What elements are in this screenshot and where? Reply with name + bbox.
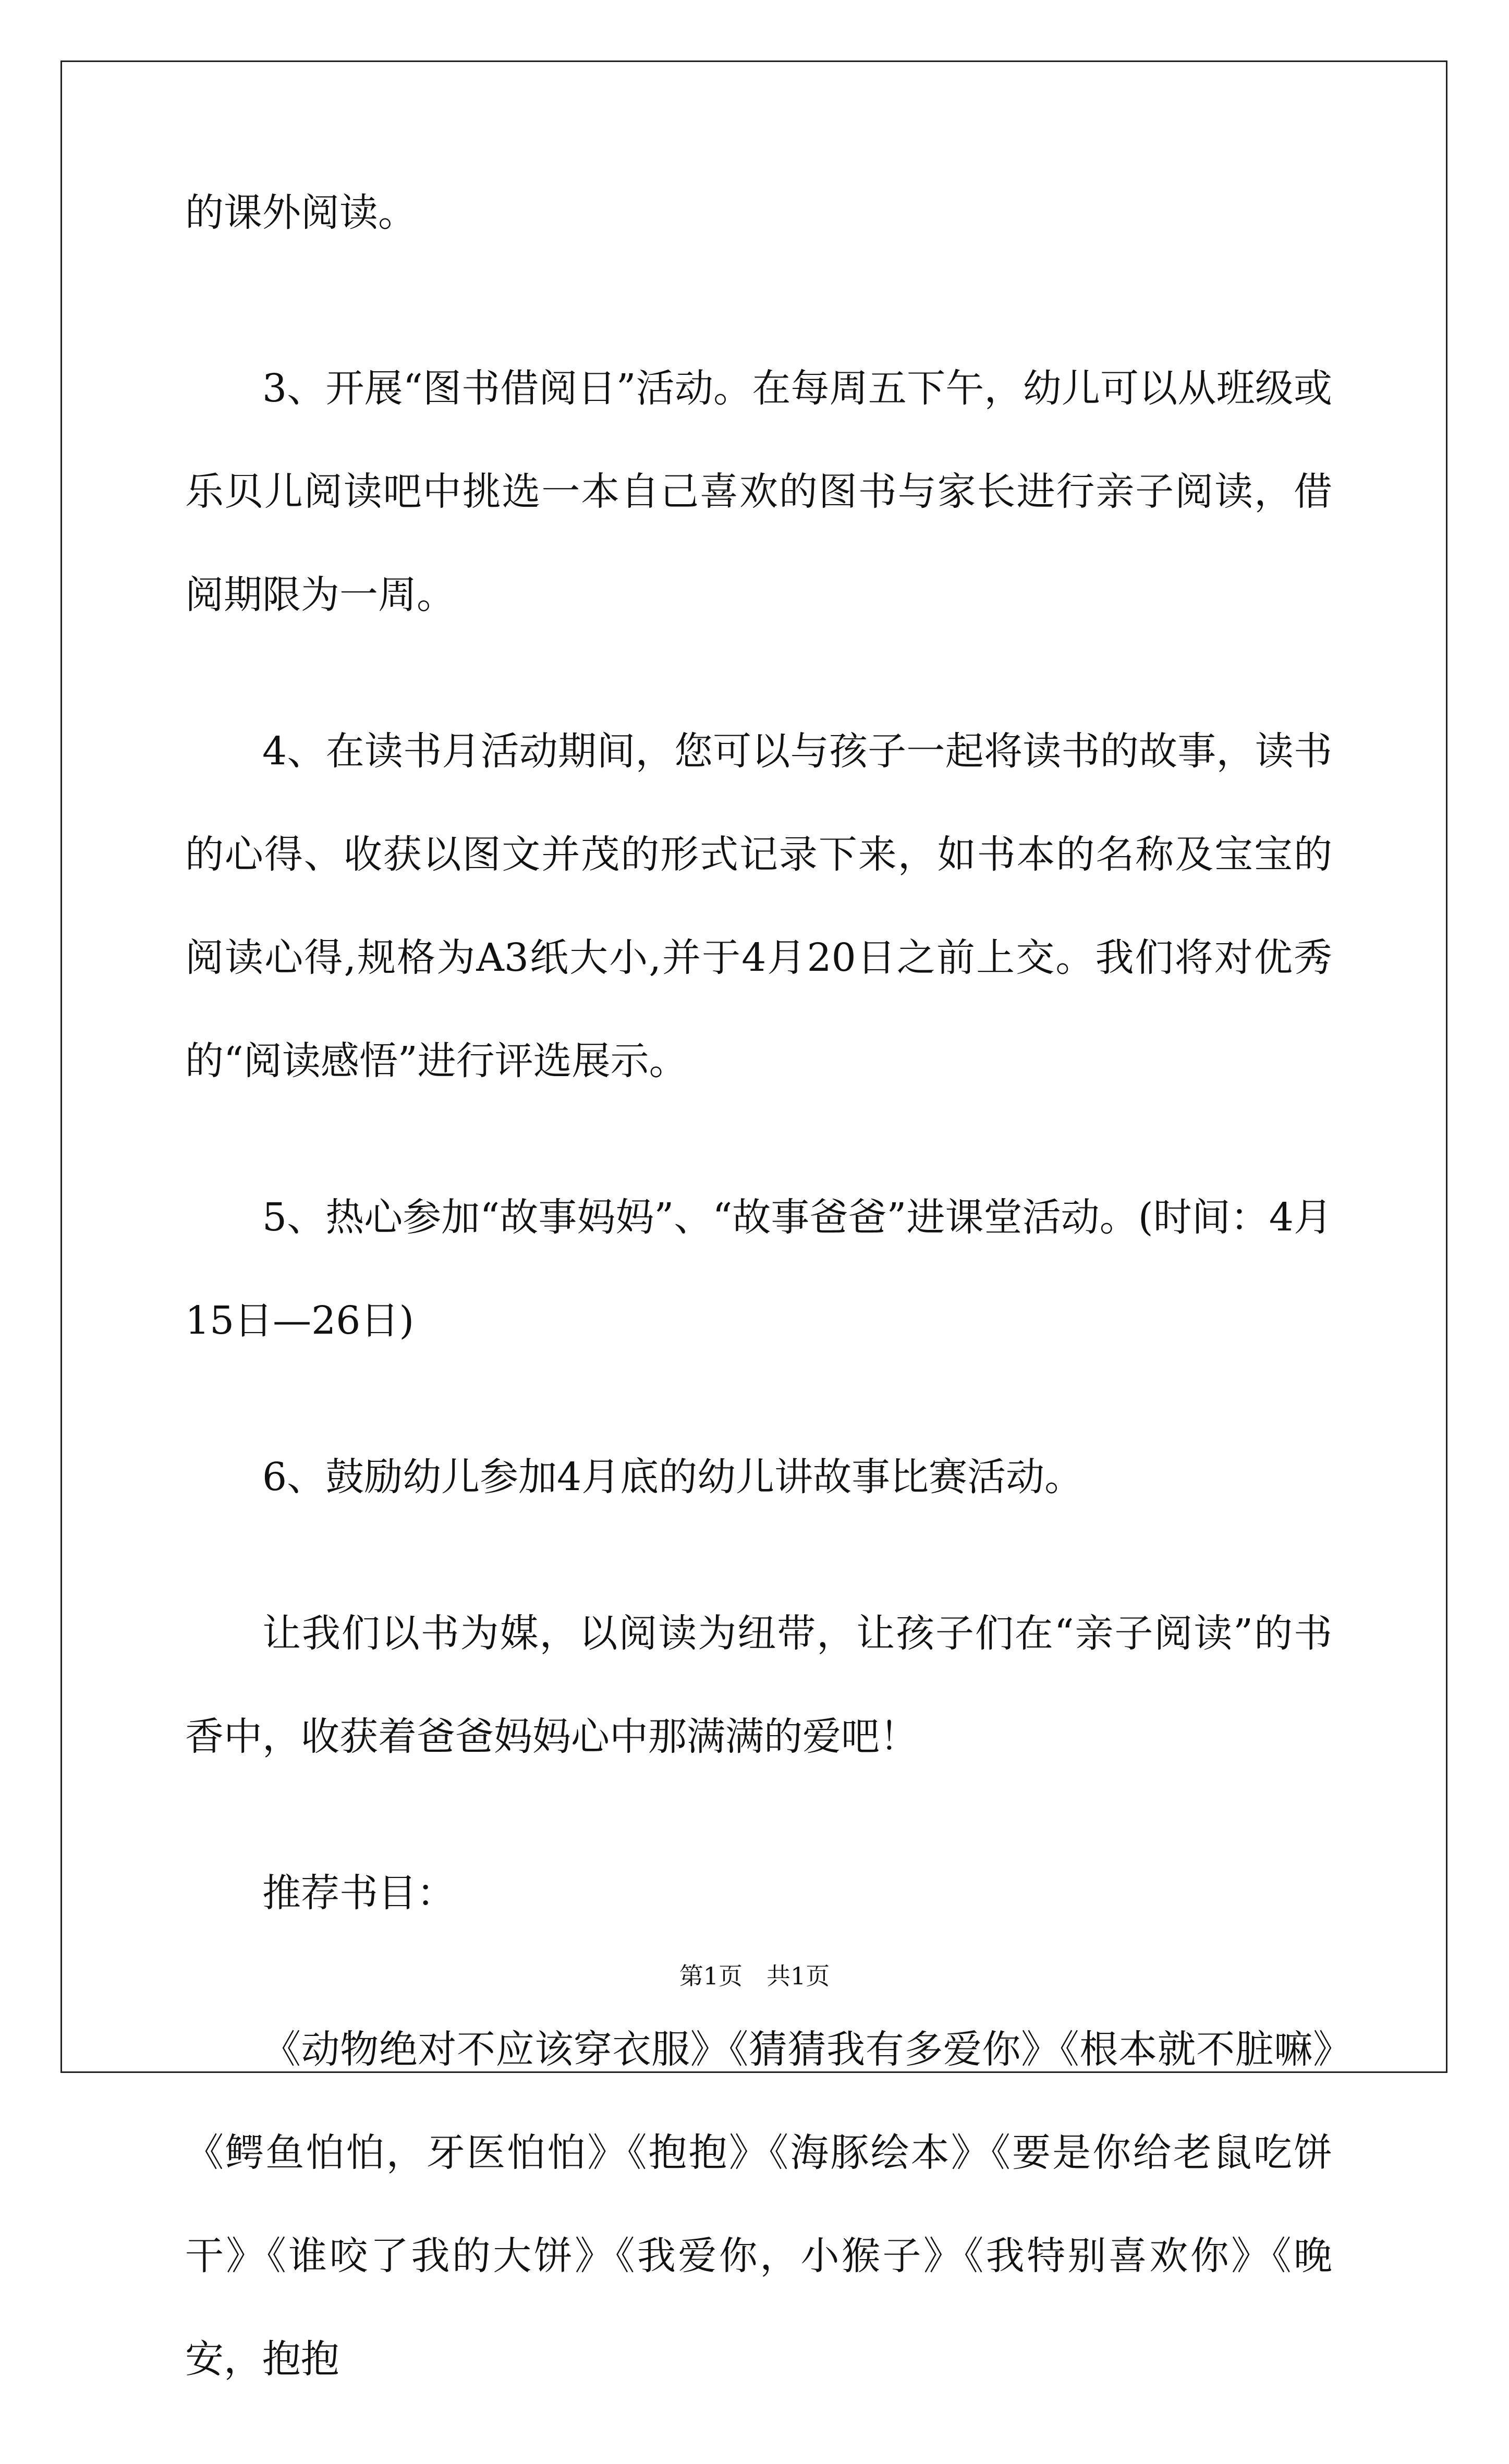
page-footer: 第1页 共1页 [679, 1962, 830, 1990]
recommended-books-list: 《动物绝对不应该穿衣服》《猜猜我有多爱你》《根本就不脏嘛》《鳄鱼怕怕，牙医怕怕》《抱抱》《海豚绘本》《要是你给老鼠吃饼干》《谁咬了我的大饼》《我爱你，小猴子》《我特别喜欢你》《晚安，抱抱 [185, 2027, 1332, 2382]
paragraph-closing: 让我们以书为媒，以阅读为纽带，让孩子们在“亲子阅读”的书香中，收获着爸爸妈妈心中那满满的爱吧！ [185, 1611, 1332, 1759]
paragraph-item-5: 5、热心参加“故事妈妈”、“故事爸爸”进课堂活动。(时间：4月15日—26日) [185, 1195, 1332, 1343]
paragraph-item-6: 6、鼓励幼儿参加4月底的幼儿讲故事比赛活动。 [262, 1455, 1084, 1499]
paragraph-continuation: 的课外阅读。 [185, 190, 417, 235]
paragraph-item-3: 3、开展“图书借阅日”活动。在每周五下午，幼儿可以从班级或乐贝儿阅读吧中挑选一本自己喜欢的图书与家长进行亲子阅读，借阅期限为一周。 [185, 366, 1332, 617]
recommended-books-heading: 推荐书目： [262, 1871, 455, 1916]
paragraph-item-4: 4、在读书月活动期间，您可以与孩子一起将读书的故事，读书的心得、收获以图文并茂的形式记录下来，如书本的名称及宝宝的阅读心得,规格为A3纸大小,并于4月20日之前上交。我们将对优秀的“阅读感悟”进行评选展示。 [185, 729, 1332, 1083]
document-body [185, 188, 1332, 2464]
